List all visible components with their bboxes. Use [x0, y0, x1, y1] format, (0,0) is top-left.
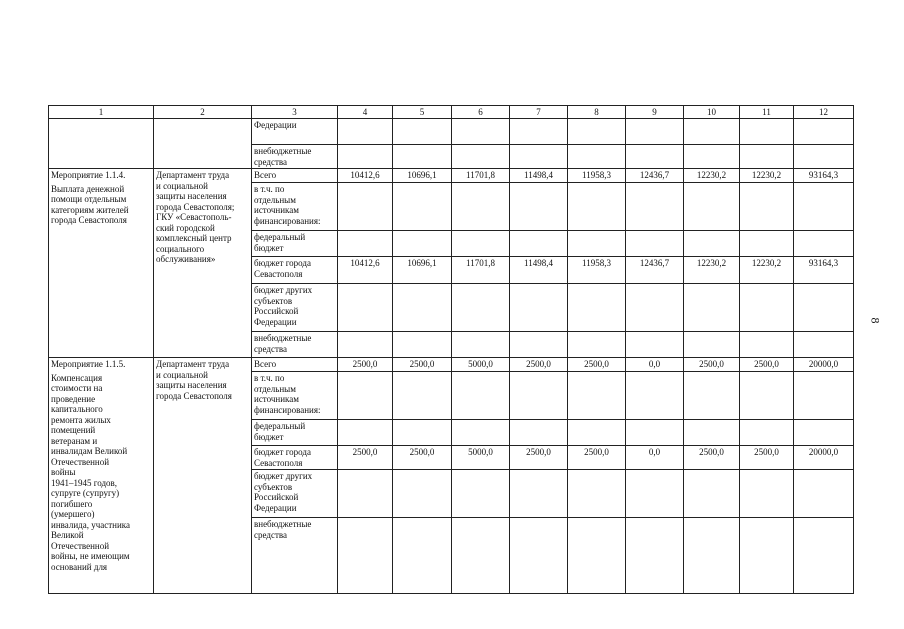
value-cell: [510, 183, 568, 231]
value-cell: 2500,0: [568, 446, 626, 470]
value-cell: 12436,7: [626, 257, 684, 284]
column-header-10: 10: [684, 106, 740, 119]
executor-cell-continued: [154, 119, 252, 169]
value-cell: [452, 183, 510, 231]
header-row: [49, 106, 854, 119]
column-header-12: 12: [794, 106, 854, 119]
value-cell: 11701,8: [452, 257, 510, 284]
source-label: бюджет города Севастополя: [252, 446, 338, 470]
value-cell: [452, 470, 510, 518]
value-cell: [393, 284, 452, 332]
value-cell: [684, 420, 740, 446]
value-cell: [393, 420, 452, 446]
value-cell: [338, 183, 393, 231]
source-label: внебюджетные средства: [252, 332, 338, 358]
source-label: бюджет других субъектов Российской Федерации: [252, 470, 338, 518]
value-cell: 2500,0: [393, 358, 452, 372]
value-cell: [452, 231, 510, 257]
value-cell: 2500,0: [338, 358, 393, 372]
value-cell: [510, 470, 568, 518]
value-cell: [684, 470, 740, 518]
source-label: бюджет других субъектов Российской Федерации: [252, 284, 338, 332]
measure-cell-continued: [49, 119, 154, 169]
value-cell: 11958,3: [568, 257, 626, 284]
value-cell: [740, 284, 794, 332]
value-cell: [338, 420, 393, 446]
value-cell: [626, 518, 684, 594]
value-cell: [393, 145, 452, 169]
value-cell: 5000,0: [452, 446, 510, 470]
value-cell: 10412,6: [338, 169, 393, 183]
source-label: бюджет города Севастополя: [252, 257, 338, 284]
value-cell: 2500,0: [338, 446, 393, 470]
value-cell: [794, 231, 854, 257]
value-cell: [740, 420, 794, 446]
source-label: внебюджетные средства: [252, 518, 338, 594]
value-cell: 10696,1: [393, 169, 452, 183]
source-label: федеральный бюджет: [252, 231, 338, 257]
value-cell: [452, 284, 510, 332]
table-row: [49, 358, 854, 372]
value-cell: [510, 518, 568, 594]
value-cell: [393, 518, 452, 594]
value-cell: [684, 518, 740, 594]
column-header-6: 6: [452, 106, 510, 119]
column-header-9: 9: [626, 106, 684, 119]
value-cell: [393, 372, 452, 420]
column-header-2: 2: [154, 106, 252, 119]
value-cell: [393, 183, 452, 231]
value-cell: 11958,3: [568, 169, 626, 183]
page-number: 8: [868, 317, 883, 324]
measure-description: Компенсация стоимости на проведение капитального ремонта жилых помещений ветеранам и инвалидам Великой Отечественной войны 1941–1945 годов, супруге (супругу) погибшего (умершего) инвалида, участника Великой Отечественной войны, не имеющим оснований для: [51, 372, 131, 572]
value-cell: [452, 372, 510, 420]
value-cell: 2500,0: [740, 446, 794, 470]
table-row: [49, 119, 854, 145]
value-cell: 12230,2: [684, 257, 740, 284]
value-cell: [568, 372, 626, 420]
value-cell: 93164,3: [794, 257, 854, 284]
table-body: [49, 119, 854, 594]
financing-table: [48, 105, 854, 594]
value-cell: 20000,0: [794, 358, 854, 372]
value-cell: 10412,6: [338, 257, 393, 284]
value-cell: [568, 470, 626, 518]
value-cell: 2500,0: [684, 446, 740, 470]
value-cell: [510, 420, 568, 446]
value-cell: 2500,0: [684, 358, 740, 372]
value-cell: 11498,4: [510, 257, 568, 284]
value-cell: 12230,2: [740, 257, 794, 284]
value-cell: [740, 145, 794, 169]
source-label: в т.ч. по отдельным источникам финансирования:: [252, 372, 338, 420]
measure-cell: [49, 169, 154, 358]
value-cell: [626, 372, 684, 420]
value-cell: [452, 145, 510, 169]
source-label: в т.ч. по отдельным источникам финансирования:: [252, 183, 338, 231]
value-cell: [626, 470, 684, 518]
value-cell: 2500,0: [510, 358, 568, 372]
value-cell: [568, 145, 626, 169]
source-label: Всего: [252, 358, 338, 372]
value-cell: [338, 231, 393, 257]
column-header-11: 11: [740, 106, 794, 119]
value-cell: [452, 420, 510, 446]
value-cell: [393, 119, 452, 145]
value-cell: [338, 332, 393, 358]
value-cell: [626, 332, 684, 358]
value-cell: [626, 420, 684, 446]
value-cell: [794, 119, 854, 145]
table-row: [49, 169, 854, 183]
value-cell: 20000,0: [794, 446, 854, 470]
value-cell: 12436,7: [626, 169, 684, 183]
source-label: Всего: [252, 169, 338, 183]
value-cell: [338, 518, 393, 594]
value-cell: [794, 332, 854, 358]
value-cell: 2500,0: [740, 358, 794, 372]
value-cell: [740, 231, 794, 257]
value-cell: [684, 372, 740, 420]
value-cell: 11498,4: [510, 169, 568, 183]
value-cell: 2500,0: [393, 446, 452, 470]
value-cell: [794, 183, 854, 231]
value-cell: [338, 119, 393, 145]
value-cell: [510, 119, 568, 145]
value-cell: [568, 284, 626, 332]
measure-title: Мероприятие 1.1.5.: [51, 359, 126, 369]
value-cell: [393, 470, 452, 518]
value-cell: [568, 420, 626, 446]
value-cell: [684, 284, 740, 332]
source-label: федеральный бюджет: [252, 420, 338, 446]
value-cell: 12230,2: [684, 169, 740, 183]
value-cell: [452, 119, 510, 145]
column-header-3: 3: [252, 106, 338, 119]
measure-title: Мероприятие 1.1.4.: [51, 170, 126, 180]
value-cell: [626, 284, 684, 332]
column-header-8: 8: [568, 106, 626, 119]
value-cell: 0,0: [626, 358, 684, 372]
value-cell: [452, 332, 510, 358]
value-cell: 12230,2: [740, 169, 794, 183]
column-header-4: 4: [338, 106, 393, 119]
value-cell: [510, 332, 568, 358]
value-cell: [684, 145, 740, 169]
value-cell: [393, 231, 452, 257]
value-cell: [393, 332, 452, 358]
value-cell: 2500,0: [568, 358, 626, 372]
value-cell: [740, 332, 794, 358]
value-cell: [740, 470, 794, 518]
value-cell: [684, 231, 740, 257]
value-cell: [626, 183, 684, 231]
value-cell: [740, 372, 794, 420]
value-cell: [568, 119, 626, 145]
value-cell: [626, 119, 684, 145]
value-cell: [452, 518, 510, 594]
measure-description: Выплата денежной помощи отдельным категориям жителей города Севастополя: [51, 183, 129, 225]
value-cell: [684, 119, 740, 145]
value-cell: [740, 119, 794, 145]
value-cell: [740, 183, 794, 231]
value-cell: [568, 332, 626, 358]
value-cell: [338, 145, 393, 169]
measure-cell: [49, 358, 154, 594]
value-cell: [338, 284, 393, 332]
value-cell: [510, 231, 568, 257]
value-cell: [684, 183, 740, 231]
value-cell: [568, 231, 626, 257]
value-cell: [338, 372, 393, 420]
executor-cell: Департамент труда и социальной защиты населения города Севастополя; ГКУ «Севастополь- ский городской комплексный центр социального обслуживания»: [154, 169, 252, 358]
value-cell: [794, 284, 854, 332]
table-header: [49, 106, 854, 119]
column-header-5: 5: [393, 106, 452, 119]
value-cell: 10696,1: [393, 257, 452, 284]
value-cell: [740, 518, 794, 594]
column-header-1: 1: [49, 106, 154, 119]
value-cell: [626, 145, 684, 169]
value-cell: 2500,0: [510, 446, 568, 470]
value-cell: [568, 183, 626, 231]
value-cell: [510, 284, 568, 332]
value-cell: [794, 470, 854, 518]
value-cell: [568, 518, 626, 594]
value-cell: [626, 231, 684, 257]
value-cell: [794, 372, 854, 420]
value-cell: [794, 420, 854, 446]
value-cell: 11701,8: [452, 169, 510, 183]
column-header-7: 7: [510, 106, 568, 119]
source-label: Федерации: [252, 119, 338, 145]
value-cell: 93164,3: [794, 169, 854, 183]
source-label: внебюджетные средства: [252, 145, 338, 169]
executor-cell: Департамент труда и социальной защиты населения города Севастополя: [154, 358, 252, 594]
value-cell: [510, 372, 568, 420]
value-cell: [338, 470, 393, 518]
value-cell: [794, 518, 854, 594]
value-cell: [684, 332, 740, 358]
value-cell: [510, 145, 568, 169]
value-cell: [794, 145, 854, 169]
value-cell: 0,0: [626, 446, 684, 470]
value-cell: 5000,0: [452, 358, 510, 372]
